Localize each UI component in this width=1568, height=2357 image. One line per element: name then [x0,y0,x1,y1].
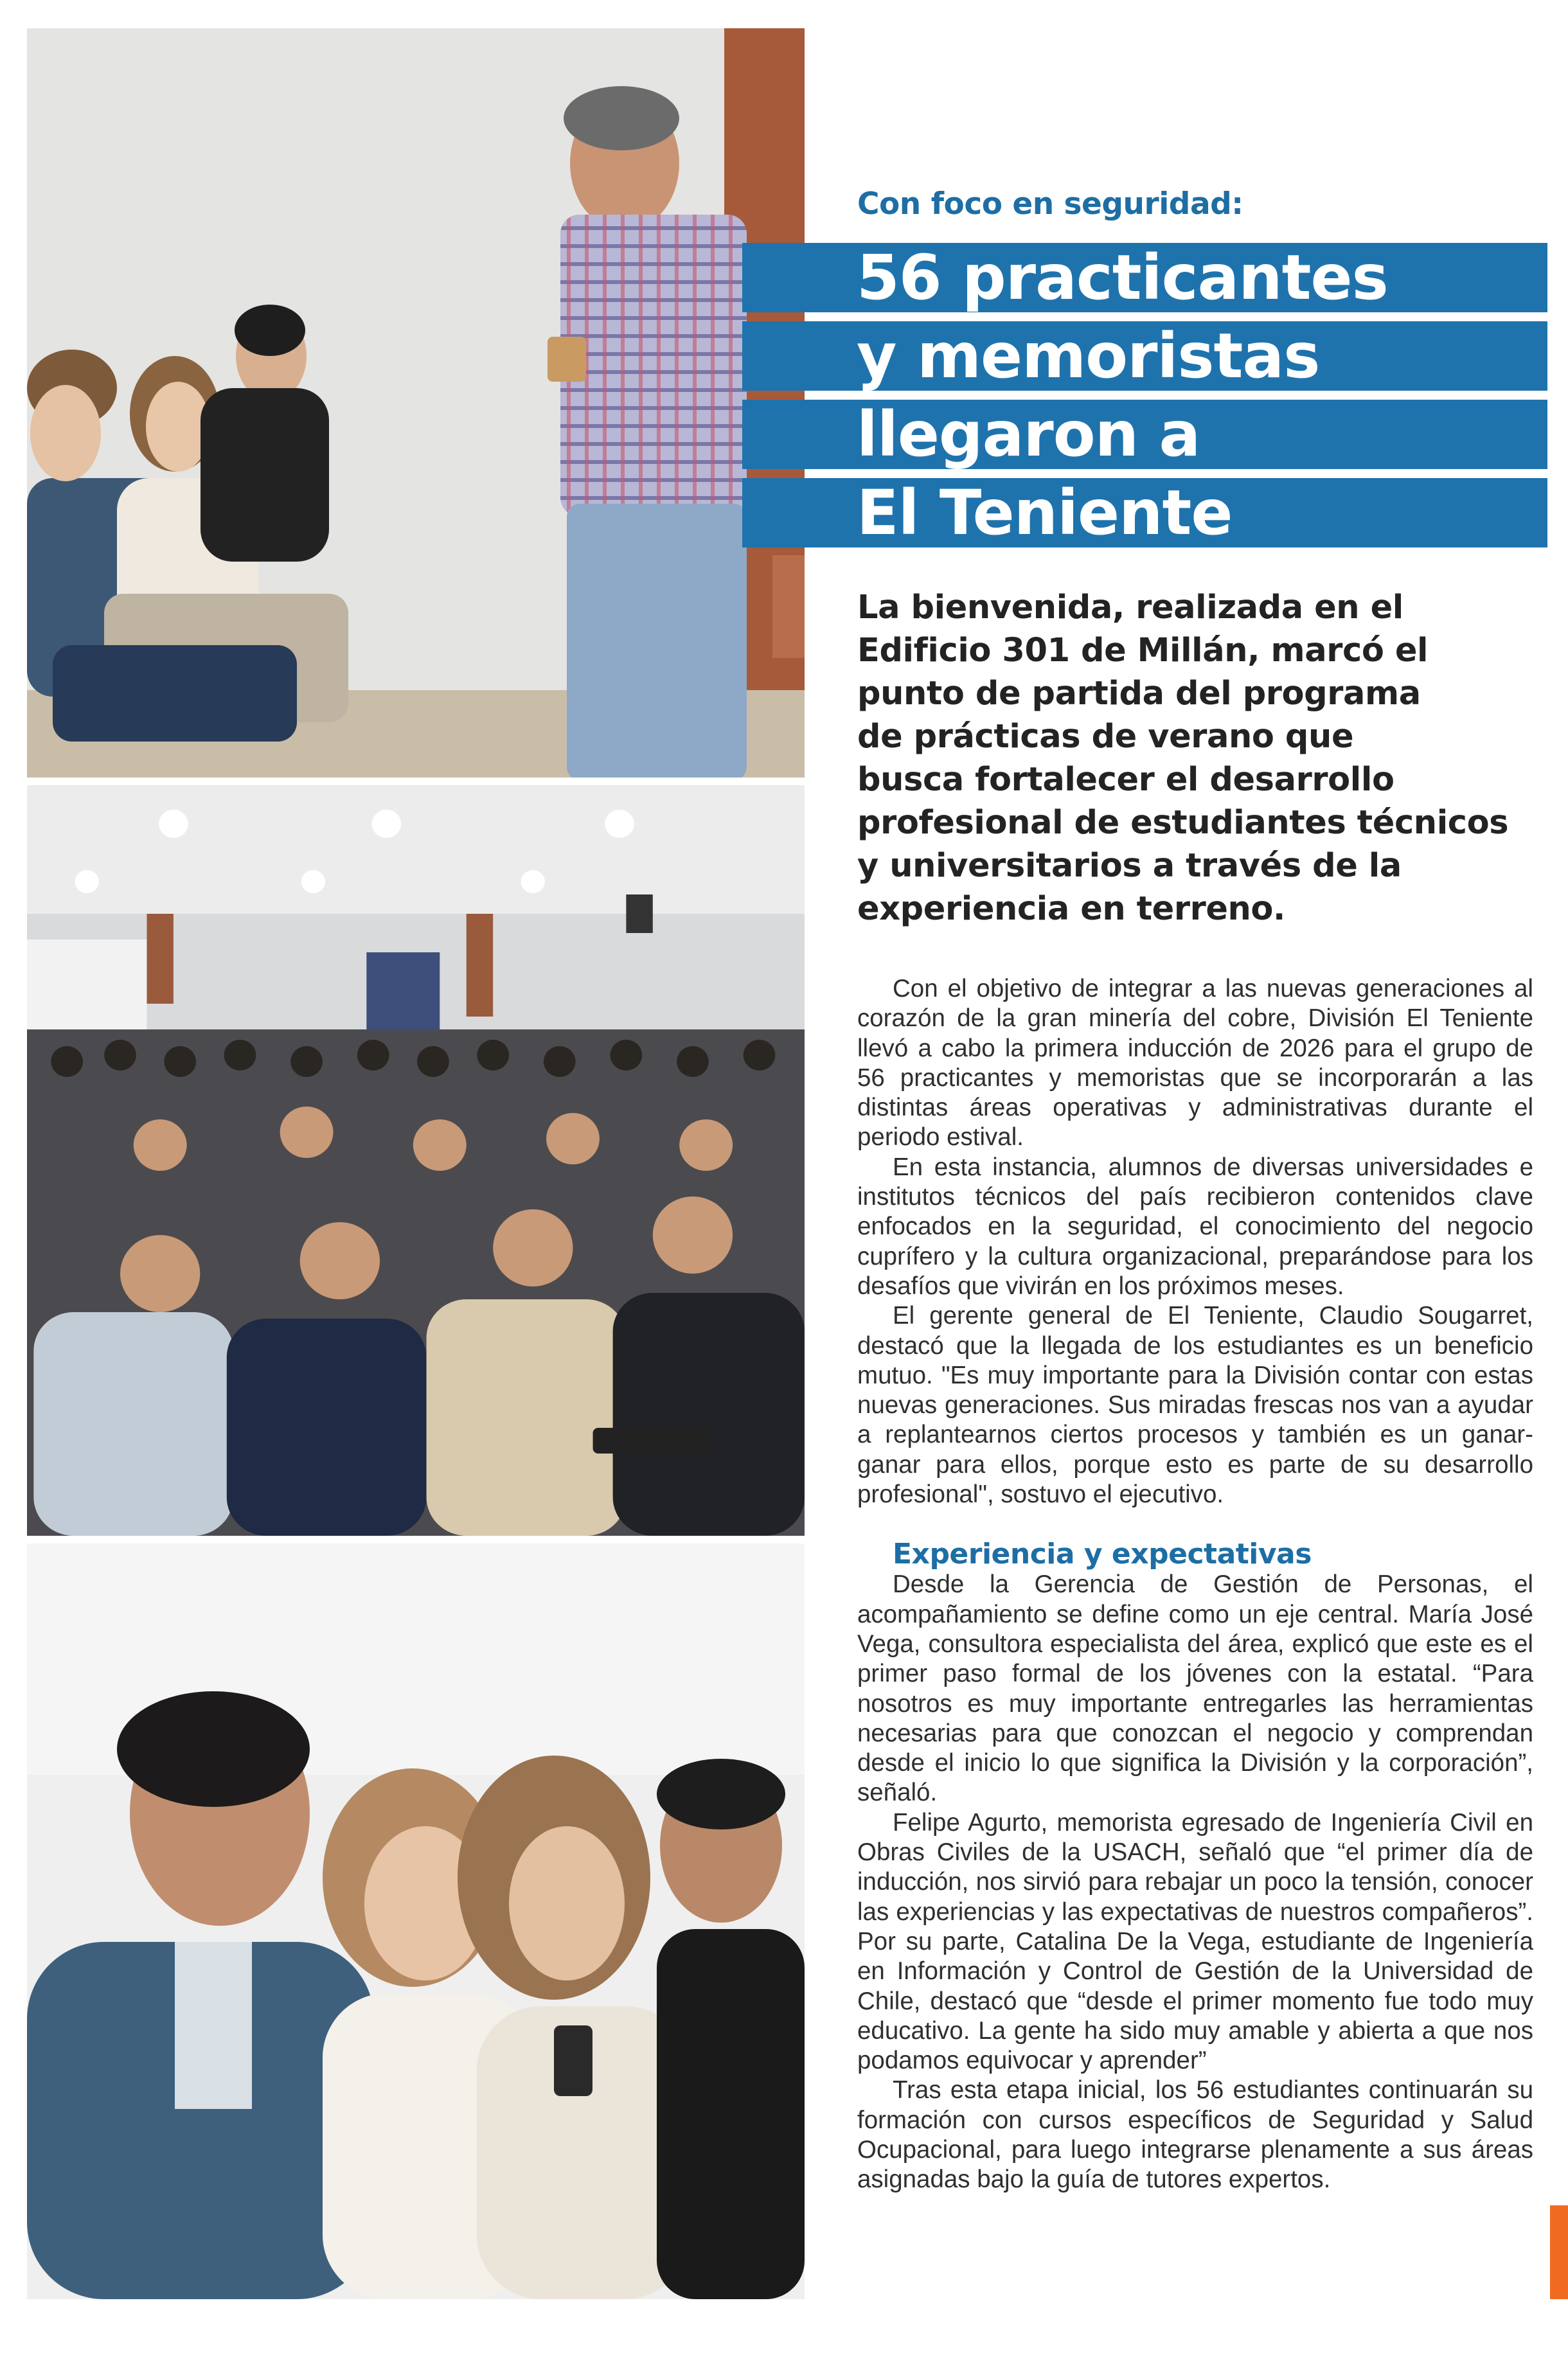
lead-line: Edificio 301 de Millán, marcó el [857,632,1429,670]
body-paragraph: Felipe Agurto, memorista egresado de Ingeniería Civil en Obras Civiles de la USACH, señaló que “el primer día de inducción, nos sirvió para rebajar un poco la tensión, conocer las experiencias y las expectativas de nuestros compañeros”. Por su parte, Catalina De la Vega, estudiante de Ingeniería en Información y Control de Gestión de la Universidad de Chile, destacó que “desde el primer momento fue todo muy educativo. La gente ha sido muy amable y abierta a que nos podamos equivocar y aprender” [857,1808,1533,2075]
article-body [857,974,1533,2195]
body-paragraph: En esta instancia, alumnos de diversas universidades e institutos técnicos del país recibieron contenidos clave enfocados en la seguridad, el conocimiento del negocio cuprífero y la cultura organizacional, preparándose para los desafíos que vivirán en los próximos meses. [857,1153,1533,1300]
body-paragraph: El gerente general de El Teniente, Claudio Sougarret, destacó que la llegada de los estudiantes es un beneficio mutuo. "Es muy importante para la División contar con estas nuevas generaciones. Sus miradas frescas nos van a ayudar a replantearnos ciertos procesos y también es un ganar-ganar para ellos, porque esto es parte de su desarrollo profesional", sostuvo el ejecutivo. [857,1302,1533,1509]
lead-line: profesional de estudiantes técnicos [857,804,1509,842]
photo-attentive-students [27,1543,805,2299]
photo-speaker-with-students [27,28,805,778]
headline-line: 56 practicantes [742,243,1547,312]
lead-line: La bienvenida, realizada en el [857,589,1403,627]
photo-auditorium-students [27,785,805,1536]
page-accent-bar [1550,2205,1568,2299]
article-lead [857,586,1532,930]
headline-line: y memoristas [742,321,1547,391]
lead-line: busca fortalecer el desarrollo [857,761,1394,799]
photo-auditorium-illustration [27,785,805,1536]
body-paragraph: Desde la Gerencia de Gestión de Personas, el acompañamiento se define como un eje central. María José Vega, consultora especialista del área, explicó que este es el primer paso formal de los jóvenes con la estatal. “Para nosotros es muy importante entregarles las herramientas necesarias para que conozcan el negocio y comprendan desde el inicio lo que significa la División y la corporación”, señaló. [857,1570,1533,1807]
lead-line: punto de partida del programa [857,675,1421,713]
body-paragraph: Tras esta etapa inicial, los 56 estudiantes continuarán su formación con cursos específicos de Seguridad y Salud Ocupacional, para luego integrarse plenamente a sus áreas asignadas bajo la guía de tutores expertos. [857,2076,1533,2194]
headline-line: El Teniente [742,478,1547,547]
lead-line: de prácticas de verano que [857,718,1354,756]
lead-line: y universitarios a través de la [857,847,1402,885]
lead-line: experiencia en terreno. [857,890,1286,928]
photo-attentive-illustration [27,1543,805,2299]
article-headline [742,243,1547,556]
section-subheading: Experiencia y expectativas [893,1538,1312,1571]
article-kicker: Con foco en seguridad: [857,186,1243,222]
photo-speaker-illustration [27,28,805,778]
body-paragraph: Con el objetivo de integrar a las nuevas generaciones al corazón de la gran minería del cobre, División El Teniente llevó a cabo la primera inducción de 2026 para el grupo de 56 practicantes y memoristas que se incorporarán a las distintas áreas operativas y administrativas durante el periodo estival. [857,975,1533,1152]
headline-line: llegaron a [742,400,1547,469]
